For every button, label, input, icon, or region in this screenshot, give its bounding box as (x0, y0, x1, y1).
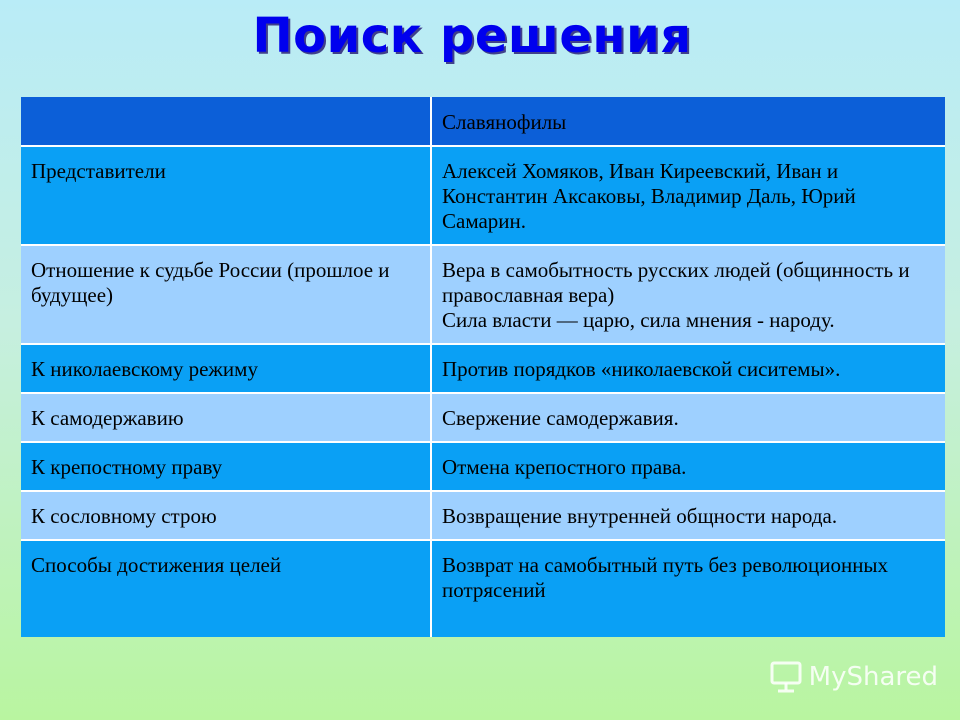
header-cell (21, 97, 431, 146)
page-title: Поиск решения (252, 8, 692, 64)
row-value: Отмена крепостного права. (431, 442, 945, 491)
watermark-text: MyShared (808, 662, 938, 692)
table-row (21, 393, 945, 442)
table-row (21, 540, 945, 637)
row-value: Возвращение внутренней общности народа. (431, 491, 945, 540)
row-label: Способы достижения целей (21, 540, 431, 637)
row-label: Отношение к судьбе России (прошлое и будущее) (21, 245, 431, 344)
table-row (21, 491, 945, 540)
table-row (21, 442, 945, 491)
row-label: К сословному строю (21, 491, 431, 540)
row-value: Возврат на самобытный путь без революционных потрясений (431, 540, 945, 637)
row-label: К николаевскому режиму (21, 344, 431, 393)
row-value: Вера в самобытность русских людей (общинность и православная вера) Сила власти — царю, сила мнения - народу. (431, 245, 945, 344)
row-label: К самодержавию (21, 393, 431, 442)
row-value: Свержение самодержавия. (431, 393, 945, 442)
table-row (21, 245, 945, 344)
table-header-row (21, 97, 945, 146)
header-cell: Славянофилы (431, 97, 945, 146)
row-value: Алексей Хомяков, Иван Киреевский, Иван и Константин Аксаковы, Владимир Даль, Юрий Самарин. (431, 146, 945, 245)
table-row (21, 146, 945, 245)
watermark (769, 660, 938, 694)
row-label: К крепостному праву (21, 442, 431, 491)
row-value: Против порядков «николаевской сиситемы». (431, 344, 945, 393)
table-row (21, 344, 945, 393)
row-label: Представители (21, 146, 431, 245)
presentation-icon (769, 660, 803, 694)
comparison-table (21, 97, 945, 637)
